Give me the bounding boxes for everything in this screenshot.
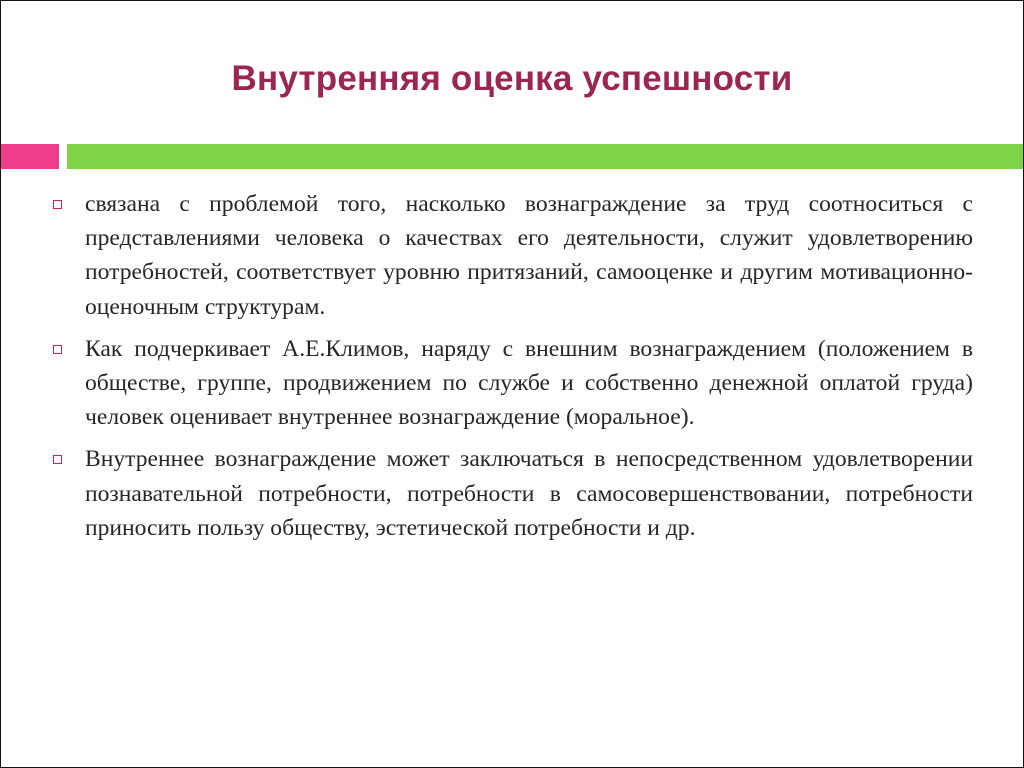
bullet-text: связана с проблемой того, насколько вознаграждение за труд соотноситься с представлениями человека о качествах его деятельности, служит удовлетворению потребностей, соответствует уровню притязаний, самооценке и другим мотивационно-оценочным структурам.: [85, 191, 973, 320]
hollow-square-icon: [53, 200, 62, 209]
slide-title: Внутренняя оценка успешности: [231, 59, 793, 98]
bullet-text: Внутреннее вознаграждение может заключаться в непосредственном удовлетворении познавательной потребности, потребности в самосовершенствовании, потребности приносить пользу обществу, эстетической потребности и др.: [85, 446, 973, 541]
bullet-text: Как подчеркивает А.Е.Климов, наряду с внешним вознаграждением (положением в обществе, группе, продвижением по службе и собственно денежной оплатой груда) человек оценивает внутреннее вознаграждение (моральное).: [85, 335, 973, 431]
hollow-square-icon: [53, 345, 62, 354]
hollow-square-icon: [53, 455, 62, 464]
bullet-list: [51, 187, 973, 553]
accent-bar-green: [67, 144, 1023, 169]
bullet-item: [51, 442, 973, 545]
accent-bar-pink: [1, 144, 59, 169]
bullet-item: [51, 187, 973, 324]
bullet-item: [51, 332, 973, 435]
